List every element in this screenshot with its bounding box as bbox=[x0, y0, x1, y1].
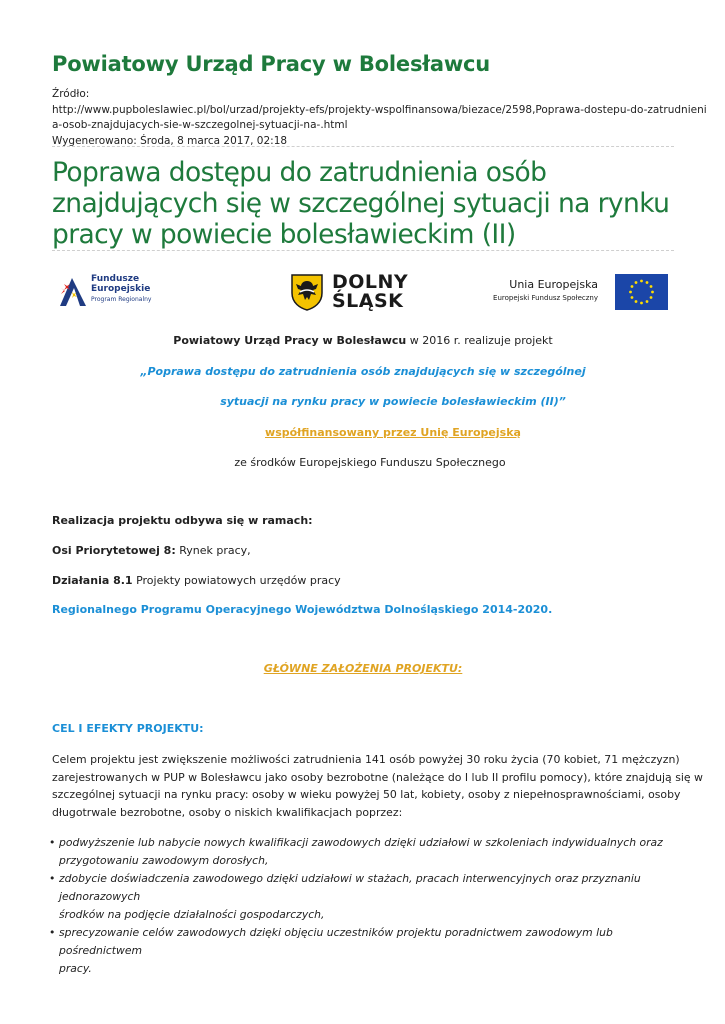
axis-value: Rynek pracy, bbox=[175, 544, 251, 557]
org-name: Powiatowy Urząd Pracy w Bolesławcu bbox=[173, 334, 407, 347]
paragraph-line: długotrwale bezrobotne, osoby o niskich kwalifikacjach poprzez: bbox=[52, 805, 403, 819]
goals-heading: CEL I EFEKTY PROJEKTU: bbox=[52, 722, 204, 735]
goals-paragraph bbox=[52, 751, 703, 821]
cofinanced-link[interactable] bbox=[82, 425, 704, 441]
paragraph-line: szczególnej sytuacji na rynku pracy: osoby w wieku powyżej 50 lat, kobiety, osoby z niepełnosprawnościami, osoby bbox=[52, 788, 681, 801]
fe-name-line1: Fundusze bbox=[91, 274, 140, 284]
fe-program: Program Regionalny bbox=[91, 296, 152, 303]
source-url-line1[interactable]: http://www.pupboleslawiec.pl/bol/urzad/projekty-efs/projekty-wspolfinansowa/biezace/2598,Poprawa-dostepu-do-zatrudnieni bbox=[52, 103, 707, 116]
source-label: Źródło: bbox=[52, 88, 90, 100]
generated-date: Wygenerowano: Środa, 8 marca 2017, 02:18 bbox=[52, 134, 288, 147]
eu-star bbox=[631, 285, 634, 288]
eu-star bbox=[646, 281, 649, 284]
title-line: Poprawa dostępu do zatrudnienia osób bbox=[52, 157, 547, 188]
list-item-line: • podwyższenie lub nabycie nowych kwalifikacji zawodowych dzięki udziałowi w szkoleniach indywidualnych oraz bbox=[59, 836, 663, 849]
eu-star bbox=[646, 300, 649, 303]
intro-realizes: w 2016 r. realizuje projekt bbox=[406, 334, 553, 347]
ds-name-line1: DOLNY bbox=[332, 271, 409, 293]
fundusze-europejskie-logo bbox=[58, 272, 168, 312]
ue-fund: Europejski Fundusz Społeczny bbox=[493, 294, 598, 302]
framework-heading: Realizacja projektu odbywa się w ramach: bbox=[52, 514, 313, 527]
action-line bbox=[52, 573, 341, 589]
dolny-slask-crest-icon bbox=[290, 273, 324, 311]
divider bbox=[52, 250, 674, 251]
list-item bbox=[49, 870, 674, 924]
list-item bbox=[49, 834, 674, 870]
list-item-line: przygotowaniu zawodowym dorosłych, bbox=[59, 854, 269, 867]
eu-flag-icon bbox=[615, 274, 668, 310]
assumptions-heading bbox=[52, 661, 674, 677]
dolny-slask-logo bbox=[290, 273, 414, 313]
goals-list bbox=[49, 834, 674, 978]
eu-star bbox=[635, 281, 638, 284]
list-item bbox=[49, 924, 674, 978]
action-label: Działania 8.1 bbox=[52, 574, 133, 587]
fe-name-line2: Europejskie bbox=[91, 284, 151, 294]
site-title: Powiatowy Urząd Pracy w Bolesławcu bbox=[52, 52, 491, 76]
cofinanced-text[interactable]: współfinansowany przez Unię Europejską bbox=[265, 426, 521, 439]
ds-name-line2: ŚLĄSK bbox=[332, 290, 404, 312]
ue-name: Unia Europejska bbox=[509, 278, 598, 291]
eu-star bbox=[650, 296, 653, 299]
action-value: Projekty powiatowych urzędów pracy bbox=[132, 574, 341, 587]
program-name: Regionalnego Programu Operacyjnego Województwa Dolnośląskiego 2014-2020. bbox=[52, 603, 553, 616]
paragraph-line: zarejestrowanych w PUP w Bolesławcu jako osoby bezrobotne (należące do I lub II profilu pomocy), które znajdują się w bbox=[52, 770, 703, 784]
divider bbox=[52, 146, 674, 147]
logos-strip bbox=[52, 270, 674, 314]
list-item-line: • zdobycie doświadczenia zawodowego dzięki udziałowi w stażach, pracach interwencyjnych oraz przyznaniu jednorazowych bbox=[59, 872, 641, 903]
unia-europejska-logo bbox=[488, 274, 668, 312]
eu-star bbox=[651, 291, 654, 294]
fundusze-europejskie-icon bbox=[58, 274, 88, 308]
eu-star bbox=[640, 280, 643, 283]
eu-star bbox=[640, 302, 643, 305]
project-name-line1: „Poprawa dostępu do zatrudnienia osób znajdujących się w szczególnej bbox=[140, 365, 586, 378]
eu-star bbox=[650, 285, 653, 288]
title-line: znajdujących się w szczególnej sytuacji na rynku bbox=[52, 188, 670, 219]
page-title bbox=[52, 157, 674, 250]
axis-label: Osi Priorytetowej 8: bbox=[52, 544, 176, 557]
axis-line bbox=[52, 543, 251, 559]
eu-star bbox=[629, 291, 632, 294]
title-line: pracy w powiecie bolesławieckim (II) bbox=[52, 219, 516, 250]
eu-star bbox=[631, 296, 634, 299]
funds-line: ze środków Europejskiego Funduszu Społecznego bbox=[234, 456, 506, 469]
project-name-line2: sytuacji na rynku pracy w powiecie bolesławieckim (II)” bbox=[220, 395, 566, 408]
eu-star bbox=[635, 300, 638, 303]
source-metadata bbox=[52, 87, 707, 149]
intro-line bbox=[52, 333, 674, 349]
list-item-line: pracy. bbox=[59, 962, 92, 975]
assumptions-heading-text: GŁÓWNE ZAŁOŻENIA PROJEKTU: bbox=[263, 662, 463, 675]
source-url-line2[interactable]: a-osob-znajdujacych-sie-w-szczegolnej-sytuacji-na-.html bbox=[52, 119, 348, 131]
paragraph-line: Celem projektu jest zwiększenie możliwości zatrudnienia 141 osób powyżej 30 roku życia (70 kobiet, 71 mężczyzn) bbox=[52, 753, 680, 766]
list-item-line: • sprecyzowanie celów zawodowych dzięki objęciu uczestników projektu poradnictwem zawodowym lub pośrednictwem bbox=[59, 926, 613, 957]
list-item-line: środków na podjęcie działalności gospodarczych, bbox=[59, 908, 325, 921]
